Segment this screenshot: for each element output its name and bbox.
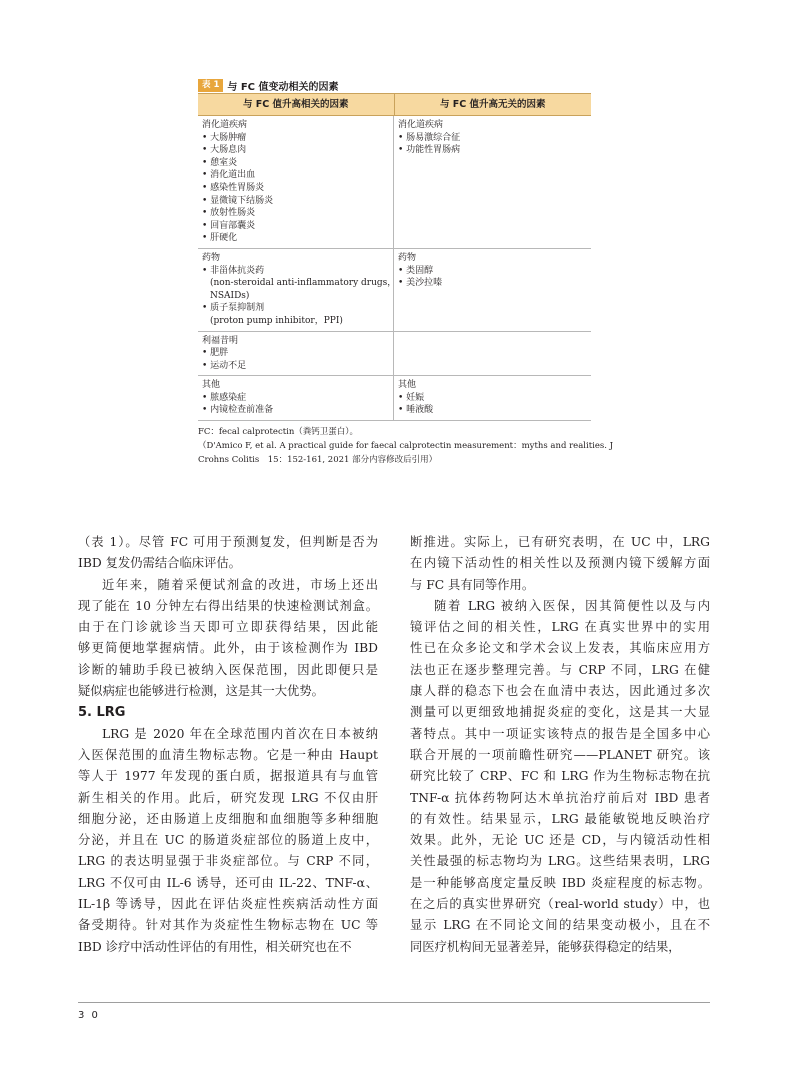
- table-caption-label: 表 1: [198, 79, 223, 92]
- text-line: 新生相关的作用。此后，研究发现 LRG 不仅由肝: [78, 790, 378, 805]
- text-line: 近年来，随着采便试剂盒的改进，市场上还出: [102, 577, 378, 592]
- table-cell-line: • 非甾体抗炎药: [202, 265, 265, 276]
- table-cell-line: • 唾液酸: [398, 405, 434, 416]
- table-cell-line: 药物: [202, 252, 221, 263]
- text-line: 在之后的真实世界研究（real-world study）中，也: [410, 897, 710, 912]
- table-cell-right: [394, 116, 591, 248]
- text-line: 由于在门诊就诊当天即可立即获得结果，因此能: [78, 620, 378, 635]
- text-line: 入医保范围的血清生物标志物。它是一种由 Haupt: [78, 747, 378, 762]
- text-line: 关性最强的标志物均为 LRG。这些结果表明，LRG: [410, 854, 710, 869]
- table-cell-left: [198, 116, 394, 248]
- table-header-right: 与 FC 值升高无关的因素: [439, 99, 546, 110]
- text-line: 备受期待。针对其作为炎症性生物标志物在 UC 等: [78, 918, 378, 933]
- table-cell-line: • 显微镜下结肠炎: [202, 195, 274, 206]
- text-line: 的有效性。结果显示，LRG 最能敏锐地反映治疗: [410, 811, 710, 826]
- table-cell-line: • 肠易激综合征: [398, 132, 461, 143]
- left-paragraph-2: [78, 575, 378, 703]
- table-cell-line: 利福昔明: [202, 335, 239, 346]
- text-line: 随着 LRG 被纳入医保，因其简便性以及与内: [434, 598, 710, 613]
- table-cell-line: • 回盲部囊炎: [202, 220, 256, 231]
- text-line: LRG 是 2020 年在全球范围内首次在日本被纳: [102, 726, 378, 741]
- text-line: 性已在众多论文和学术会议上发表，其临床应用方: [410, 641, 710, 656]
- right-paragraph-1: [410, 532, 710, 596]
- table-cell-line: • 脓感染症: [202, 392, 247, 403]
- text-line: 与 FC 具有同等作用。: [410, 577, 535, 592]
- table-note: [198, 425, 614, 467]
- left-paragraph-1: [78, 532, 378, 575]
- left-column: [78, 532, 378, 958]
- text-line: 等人于 1977 年发现的蛋白质，据报道具有与血管: [78, 769, 378, 784]
- table-cell-line: • 运动不足: [202, 360, 247, 371]
- text-line: TNF-α 抗体药物阿达木单抗治疗前后对 IBD 患者: [410, 790, 710, 805]
- text-line: 同医疗机构间无显著差异，能够获得稳定的结果，: [410, 939, 681, 954]
- text-line: 显示 LRG 在不同论文间的结果变动极小，且在不: [410, 918, 710, 933]
- text-line: IBD 复发仍需结合临床评估。: [78, 556, 241, 571]
- table-cell-line: • 大肠肿瘤: [202, 132, 247, 143]
- text-line: 著特点。其中一项证实该特点的报告是全国多中心: [410, 726, 710, 741]
- table-cell-line: 消化道疾病: [398, 120, 444, 130]
- table-note-citation-1: （D'Amico F, et al. A practical guide for faecal calprotectin measurement：myths and realities. J: [198, 441, 614, 452]
- text-line: 细胞分泌，还由肠道上皮细胞和血细胞等多种细胞: [78, 811, 378, 826]
- text-line: 研究比较了 CRP、FC 和 LRG 作为生物标志物在抗: [410, 769, 710, 784]
- left-paragraph-3: [78, 724, 378, 958]
- table-row: [198, 249, 591, 332]
- table-cell-right: [394, 332, 591, 376]
- table-cell-line: • 消化道出血: [202, 170, 256, 181]
- table-cell-line: NSAIDs): [210, 290, 250, 301]
- table-header-left: 与 FC 值升高相关的因素: [198, 94, 395, 115]
- table-cell-line: 消化道疾病: [202, 120, 248, 130]
- table-cell-line: • 美沙拉嗪: [398, 278, 443, 289]
- text-line: 在内镜下活动性的相关性以及预测内镜下缓解方面: [410, 556, 710, 571]
- table-cell-line: • 肝硬化: [202, 233, 238, 244]
- table-cell-line: • 质子泵抑制剂: [202, 303, 265, 314]
- text-line: IBD 诊疗中活动性评估的有用性，相关研究也在不: [78, 939, 352, 954]
- table-row: [198, 116, 591, 249]
- text-line: 镜评估之间的相关性，LRG 在真实世界中的实用: [410, 620, 710, 635]
- table-cell-line: (proton pump inhibitor，PPI): [210, 315, 343, 326]
- table-caption-title: 与 FC 值变动相关的因素: [227, 82, 339, 93]
- table-cell-line: • 肥胖: [202, 348, 229, 359]
- table-1: [198, 78, 614, 467]
- table-cell-left: [198, 249, 397, 331]
- table-cell-line: • 妊娠: [398, 392, 425, 403]
- table-cell-line: • 憩室炎: [202, 157, 238, 168]
- table-cell-line: • 内镜检查前准备: [202, 405, 274, 416]
- right-paragraph-2: [410, 596, 710, 958]
- table-note-abbrev: FC：fecal calprotectin（粪钙卫蛋白）。: [198, 427, 359, 438]
- table-row: [198, 332, 591, 377]
- table-cell-line: • 功能性胃肠病: [398, 145, 461, 156]
- table-cell-right: [394, 376, 591, 420]
- section-heading-lrg: 5. LRG: [78, 705, 126, 721]
- text-line: 联合开展的一项前瞻性研究——PLANET 研究。该: [410, 747, 710, 762]
- text-line: 测量可以更细致地捕捉炎症的变化，这是其一大显: [410, 705, 710, 720]
- table-cell-line: (non-steroidal anti-inflammatory drugs，: [210, 278, 397, 289]
- table-cell-line: 药物: [398, 252, 417, 263]
- table-row: [198, 376, 591, 421]
- text-line: 疑似病症也能够进行检测，这是其一大优势。: [78, 684, 324, 699]
- text-line: 诊断的辅助手段已被纳入医保范围，因此即便只是: [78, 662, 378, 677]
- text-line: 够更简便地掌握病情。此外，由于该检测作为 IBD: [78, 641, 378, 656]
- table-caption: [198, 78, 591, 93]
- text-line: 效果。此外，无论 UC 还是 CD，与内镜活动性相: [410, 833, 710, 848]
- page-number: 3 0: [78, 1010, 100, 1021]
- table-note-citation-2: Crohns Colitis 15：152-161, 2021 部分内容修改后引用）: [198, 455, 438, 466]
- text-line: （表 1）。尽管 FC 可用于预测复发，但判断是否为: [78, 535, 378, 549]
- right-column: [410, 532, 710, 958]
- text-line: 现了能在 10 分钟左右得出结果的快速检测试剂盒。: [78, 598, 378, 613]
- table-cell-line: 其他: [202, 380, 221, 391]
- text-line: IL-1β 等诱导，因此在评估炎症性疾病活动性方面: [78, 897, 378, 912]
- text-line: 断推进。实际上，已有研究表明，在 UC 中，LRG: [410, 535, 710, 549]
- table-cell-left: [198, 332, 394, 376]
- table-cell-line: 其他: [398, 380, 417, 391]
- table-cell-line: • 放射性肠炎: [202, 208, 256, 219]
- table-cell-line: • 大肠息肉: [202, 145, 247, 156]
- table-cell-left: [198, 376, 394, 420]
- text-line: LRG 不仅可由 IL-6 诱导，还可由 IL-22、TNF-α、: [78, 875, 378, 890]
- text-line: 康人群的稳态下也会在血清中表达，因此通过多次: [410, 684, 710, 699]
- text-line: LRG 的表达明显强于非炎症部位。与 CRP 不同，: [78, 854, 378, 869]
- text-line: 法也正在逐步整理完善。与 CRP 不同，LRG 在健: [410, 662, 710, 677]
- footer-rule: [78, 1002, 710, 1003]
- table-cell-line: • 感染性胃肠炎: [202, 182, 265, 193]
- table-cell-right: [394, 249, 591, 331]
- text-line: 是一种能够高度定量反映 IBD 炎症程度的标志物。: [410, 875, 710, 890]
- table-body: [198, 116, 591, 421]
- table-cell-line: • 类固醇: [398, 265, 434, 276]
- text-line: 分泌，并且在 UC 的肠道炎症部位的肠道上皮中，: [78, 833, 378, 848]
- table-header: [198, 93, 591, 116]
